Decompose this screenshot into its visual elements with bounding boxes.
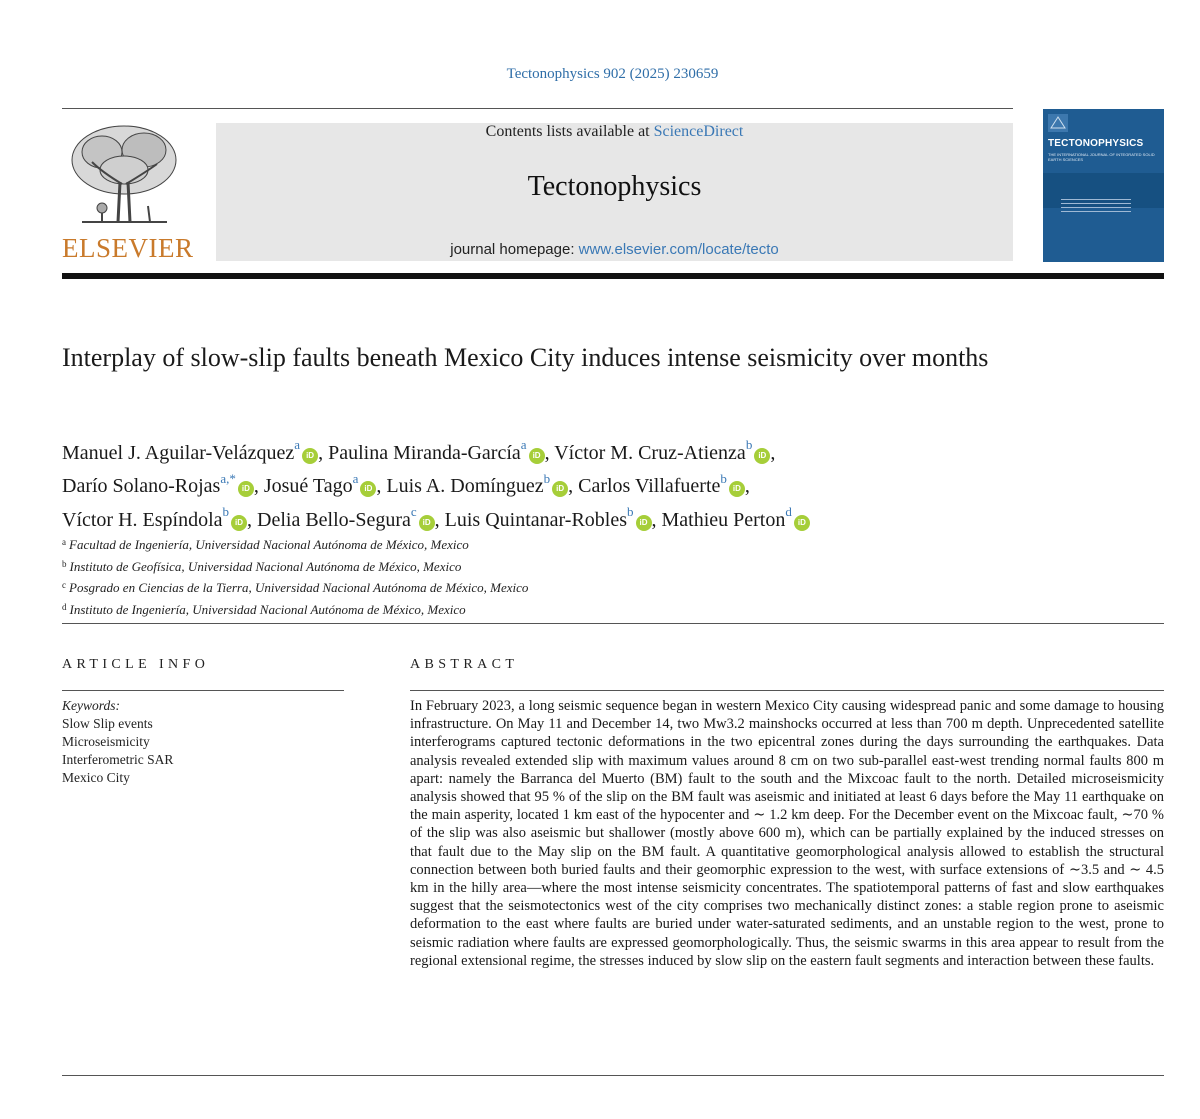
article-title: Interplay of slow-slip faults beneath Mexico City induces intense seismicity over months: [62, 343, 989, 372]
author-affiliation-mark[interactable]: a: [352, 470, 359, 486]
author[interactable]: [554, 437, 776, 464]
author-affiliation-mark[interactable]: b: [627, 504, 634, 520]
author-list: [62, 433, 1112, 534]
abstract-heading: ABSTRACT: [410, 657, 519, 672]
keywords-list: [62, 715, 344, 787]
author[interactable]: [386, 470, 579, 498]
orcid-icon[interactable]: iD: [754, 448, 770, 464]
author-name[interactable]: Paulina Miranda-García: [328, 441, 521, 464]
elsevier-logo: [62, 122, 194, 264]
author-name[interactable]: Mathieu Perton: [661, 508, 786, 531]
abstract-text: In February 2023, a long seismic sequence began in western Mexico City causing widespread panic and some damage to housing infrastructure. On May 11 and December 14, two Mw3.2 mainshocks occurred at less than 700 m depth. Unprecedented satellite interferograms captured tectonic deformations in the two epicentral zones during the days surrounding the earthquakes. Data analysis revealed extended slip with maximum values around 8 cm on two sub-parallel east-west trending normal faults 800 m apart: namely the Barranca del Muerto (BM) fault to the south and the Mixcoac fault to the north. Detailed microseismicity analysis showed that 95 % of the slip on the BM fault was aseismic and initiated at least 6 days before the May 11 earthquake on the main asperity, located 1 km east of the hypocenter and ∼ 1.2 km deep. For the December event on the Mixcoac fault, ∼70 % of the slip was also aseismic but shallower (mostly above 600 m), which can be partially explained by the induced stresses on that fault due to the May slip on the BM fault. A quantitative geomorphological analysis allowed to establish the structural connection between both buried faults and their geomorphic expression to the west, with surface extensions of ∼3.5 and ∼ 4.5 km in the hilly area—where the most intense seismicity concentrates. The spatiotemporal patterns of fast and slow earthquakes suggest that the seismotectonics west of the city comprises two mechanically distinct zones: a stable region prone to aseismic deformation to the east where faults are buried under water-saturated sediments, and an unstable region to the west, prone to seismic radiation where faults are expressed geomorphologically. Thus, the seismic swarms in this area appear to result from the regional extensional regime, the stresses induced by slow slip on the eastern fault segments and interaction between these faults.: [410, 698, 1164, 969]
affiliation-text: Instituto de Geofísica, Universidad Nacional Autónoma de México, Mexico: [69, 558, 462, 574]
keywords-block: [62, 697, 344, 787]
author-name[interactable]: Delia Bello-Segura: [257, 508, 411, 531]
author-separator: ,: [544, 441, 555, 464]
author-affiliation-mark[interactable]: b: [720, 470, 727, 486]
keyword-item: Interferometric SAR: [62, 752, 174, 767]
author-separator: ,: [253, 475, 264, 498]
author-separator: ,: [247, 508, 258, 531]
orcid-icon[interactable]: iD: [529, 448, 545, 464]
journal-cover[interactable]: [1043, 109, 1164, 262]
affiliation-item: [62, 555, 962, 577]
keyword-item: Mexico City: [62, 770, 130, 785]
affiliation-item: [62, 533, 962, 555]
orcid-icon[interactable]: iD: [302, 448, 318, 464]
author-name[interactable]: Josué Tago: [263, 475, 353, 498]
author-separator: ,: [651, 508, 662, 531]
affiliation-list: [62, 533, 962, 619]
journal-banner: [216, 123, 1013, 261]
affiliation-item: [62, 598, 962, 620]
homepage-prefix: journal homepage:: [450, 241, 579, 258]
orcid-icon[interactable]: iD: [552, 481, 568, 497]
affiliation-mark: c: [62, 580, 66, 590]
author[interactable]: [328, 437, 555, 464]
author-separator: ,: [770, 441, 776, 464]
author-name[interactable]: Manuel J. Aguilar-Velázquez: [62, 441, 295, 464]
author[interactable]: [444, 504, 662, 531]
affiliation-mark: a: [62, 537, 66, 547]
author-affiliation-mark[interactable]: d: [785, 504, 792, 520]
author-name[interactable]: Carlos Villafuerte: [578, 475, 721, 498]
author[interactable]: [661, 504, 810, 531]
footer-rule: [62, 1075, 1164, 1076]
orcid-icon[interactable]: iD: [238, 481, 254, 497]
author-separator: ,: [568, 475, 579, 498]
author-separator: ,: [318, 441, 329, 464]
elsevier-tree-icon: [62, 122, 187, 234]
affiliation-mark: d: [62, 601, 67, 612]
affiliation-text: Facultad de Ingeniería, Universidad Nacional Autónoma de México, Mexico: [69, 537, 469, 552]
author-affiliation-mark[interactable]: a: [294, 437, 301, 452]
keyword-item: Slow Slip events: [62, 716, 153, 731]
author[interactable]: [257, 504, 445, 531]
author[interactable]: [62, 504, 258, 531]
author[interactable]: [62, 470, 264, 498]
author-name[interactable]: Víctor H. Espíndola: [62, 508, 223, 531]
homepage-link[interactable]: www.elsevier.com/locate/tecto: [578, 241, 779, 258]
orcid-icon[interactable]: iD: [636, 515, 652, 531]
author-separator: ,: [376, 475, 387, 498]
author-affiliation-mark[interactable]: b: [222, 504, 230, 520]
contents-line: [216, 123, 1013, 141]
author-affiliation-mark[interactable]: a: [520, 437, 527, 452]
affiliation-mark: b: [62, 558, 67, 569]
author[interactable]: [62, 437, 329, 464]
journal-reference[interactable]: Tectonophysics 902 (2025) 230659: [506, 66, 719, 82]
orcid-icon[interactable]: iD: [794, 515, 810, 531]
author-separator: ,: [744, 475, 750, 498]
author-affiliation-mark[interactable]: a,*: [220, 470, 236, 486]
cover-title: TECTONOPHYSICS: [1048, 138, 1144, 149]
author-affiliation-mark[interactable]: c: [410, 504, 417, 520]
affiliation-text: Posgrado en Ciencias de la Tierra, Universidad Nacional Autónoma de México, Mexico: [69, 580, 529, 595]
cover-text-lines: [1061, 199, 1131, 215]
author-affiliation-mark[interactable]: b: [745, 437, 753, 452]
author-affiliation-mark[interactable]: b: [543, 470, 551, 486]
article-info-heading: ARTICLE INFO: [62, 657, 210, 672]
cover-subtitle: THE INTERNATIONAL JOURNAL OF INTEGRATED SOLID EARTH SCIENCES: [1048, 152, 1155, 162]
abstract-rule: [410, 690, 1164, 691]
header-thick-rule: [62, 273, 1164, 279]
author[interactable]: [263, 470, 387, 498]
affiliation-text: Instituto de Ingeniería, Universidad Nacional Autónoma de México, Mexico: [69, 601, 466, 617]
header-rule: [62, 108, 1013, 109]
author-name[interactable]: Darío Solano-Rojas: [62, 475, 221, 498]
affiliation-item: [62, 576, 962, 598]
elsevier-wordmark: ELSEVIER: [62, 233, 194, 263]
cover-emblem-icon: [1048, 114, 1068, 132]
author-name[interactable]: Luis Quintanar-Robles: [444, 508, 627, 531]
keywords-label: Keywords:: [62, 698, 120, 713]
orcid-icon[interactable]: iD: [231, 515, 247, 531]
section-rule: [62, 623, 1164, 624]
orcid-icon[interactable]: iD: [729, 481, 745, 497]
author-separator: ,: [434, 508, 445, 531]
orcid-icon[interactable]: iD: [360, 481, 376, 497]
author[interactable]: [578, 470, 750, 498]
journal-title: Tectonophysics: [527, 171, 702, 202]
author-name[interactable]: Luis A. Domínguez: [386, 475, 544, 498]
homepage-line: [216, 241, 1013, 258]
sciencedirect-link[interactable]: ScienceDirect: [653, 123, 744, 140]
article-info-rule: [62, 690, 344, 691]
orcid-icon[interactable]: iD: [419, 515, 435, 531]
keyword-item: Microseismicity: [62, 734, 150, 749]
author-name[interactable]: Víctor M. Cruz-Atienza: [554, 441, 746, 464]
contents-prefix: Contents lists available at: [485, 123, 654, 140]
